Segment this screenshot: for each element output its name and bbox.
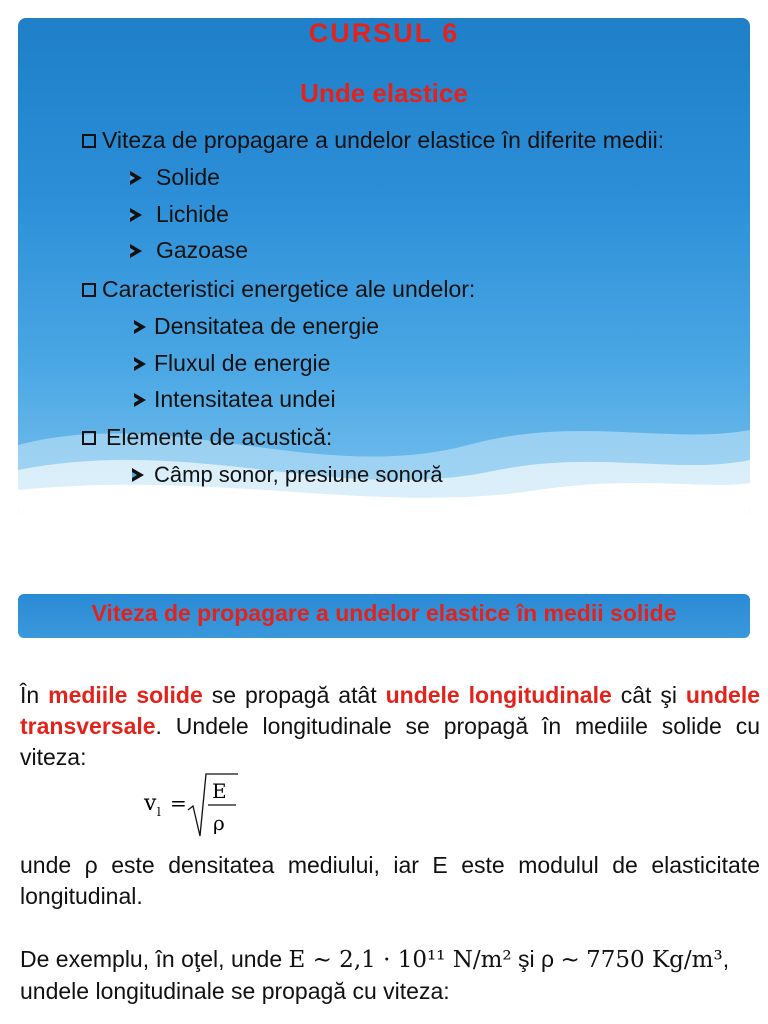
item-text: Lichide [156,201,229,227]
formula-num: E [212,779,227,803]
item-text: Gazoase [156,237,249,263]
slide-2-title-bar [18,594,750,638]
highlight-undele-longitudinale: undele longitudinale [385,682,612,708]
arrow-bullet-icon [134,357,146,371]
highlight-undele-transversale: undele transversale [20,682,760,739]
course-title: CURSUL 6 [308,18,460,48]
formula-den: ρ [213,811,225,835]
item-text: Intensitatea undei [154,386,336,412]
checkbox-bullet-icon [82,283,96,297]
arrow-bullet-icon [132,468,144,482]
slide-1 [18,18,750,515]
section-1-item-2 [130,201,229,228]
slide-2-title: Viteza de propagare a undelor elastice în medii solide [91,600,677,626]
section-1-item-3 [130,237,248,264]
math-e-value: E ∼ 2,1 · 10¹¹ N/m² [288,947,512,973]
section-1-text: Viteza de propagare a undelor elastice în diferite medii: [102,127,665,153]
formula-sub: l [157,805,161,819]
section-2-item-2 [134,350,330,377]
paragraph-1 [20,680,760,773]
highlight-mediile-solide: mediile solide [48,682,203,708]
checkbox-bullet-icon [82,134,96,148]
p1-text-c: se propagă atât [202,682,386,708]
section-2-item-3 [134,386,336,413]
paragraph-2: unde ρ este densitatea mediului, iar E este modulul de elasticitate longitudinal. [20,852,760,909]
arrow-bullet-icon [130,208,142,222]
arrow-bullet-icon [130,244,142,258]
math-density-value: 7750 Kg/m³ [586,947,723,973]
section-3 [82,424,332,451]
formula-eq: = [170,791,187,815]
checkbox-bullet-icon [82,431,96,445]
section-2 [82,276,475,303]
p3-text-e: , undele longitudinale se propagă cu viteza: [20,946,730,1004]
p3-text-a: De exemplu, în oţel, unde [20,946,289,972]
item-text: Fluxul de energie [154,350,331,376]
item-text: Câmp sonor, presiune sonoră [154,462,443,487]
item-text: Solide [156,164,220,190]
arrow-bullet-icon [130,171,142,185]
paragraph-3 [20,944,760,1007]
course-subtitle: Unde elastice [300,78,468,108]
p1-text-g: . Undele longitudinale se propagă în mediile solide cu viteza: [20,713,760,770]
p1-text-a: În [20,682,49,708]
p3-text-c: şi ρ ∼ [511,946,587,972]
section-2-item-1 [134,313,379,340]
section-3-item-1 [132,462,443,488]
section-2-text: Caracteristici energetice ale undelor: [102,276,476,302]
p1-text-e: cât şi [611,682,686,708]
arrow-bullet-icon [134,393,146,407]
section-1 [82,127,664,154]
arrow-bullet-icon [134,320,146,334]
section-3-text: Elemente de acustică: [106,424,333,450]
item-text: Densitatea de energie [154,313,380,339]
section-1-item-1 [130,164,220,191]
velocity-formula [142,770,242,840]
formula-v: v [144,791,157,816]
